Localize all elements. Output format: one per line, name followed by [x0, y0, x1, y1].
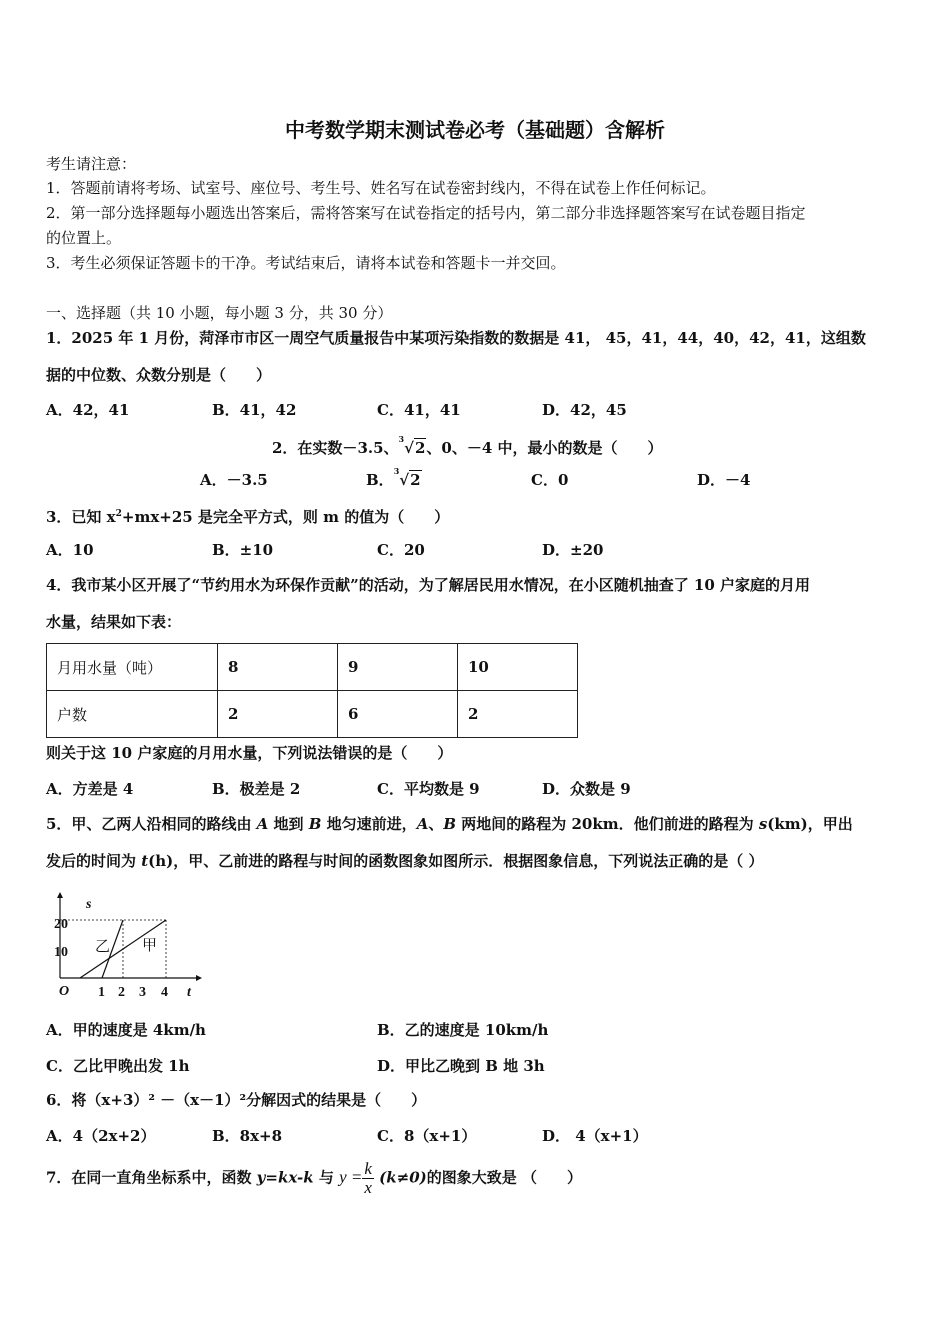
q1-option-c: C．41，41 [377, 401, 461, 419]
q3-option-a: A．10 [46, 541, 94, 559]
x-tick-label: 3 [139, 985, 146, 1000]
x-tick-label: 1 [98, 985, 105, 1000]
series-jia-label: 甲 [142, 938, 158, 954]
q6-option-b: B．8x+8 [212, 1127, 283, 1145]
x-tick-label: 4 [161, 985, 168, 1000]
notice-heading: 考生请注意： [46, 155, 137, 173]
question-4-line1: 4．我市某小区开展了“节约用水为环保作贡献”的活动，为了解居民用水情况，在小区随机抽查了 10 户家庭的月用 [46, 576, 811, 594]
table-cell: 6 [338, 691, 458, 738]
q3-option-d: D．±20 [542, 541, 604, 559]
cube-root: $^3$√2 [398, 434, 426, 457]
table-cell: 2 [218, 691, 338, 738]
table-row [47, 691, 578, 738]
q2-option-c: C．0 [531, 471, 569, 489]
q5-option-a: A．甲的速度是 4km/h [46, 1021, 206, 1039]
y-tick-label: 20 [54, 917, 68, 932]
notice-item: 1．答题前请将考场、试室号、座位号、考生号、姓名写在试卷密封线内，不得在试卷上作任何标记。 [46, 179, 716, 197]
notice-item: 2．第一部分选择题每小题选出答案后，需将答案写在试卷指定的括号内，第二部分非选择题答案写在试卷题目指定 [46, 204, 806, 222]
q5-option-d: D．甲比乙晚到 B 地 3h [377, 1057, 545, 1075]
question-1-line1: 1．2025 年 1 月份，菏泽市市区一周空气质量报告中某项污染指数的数据是 41， 45，41，44，40，42，41，这组数 [46, 329, 866, 347]
question-5-line2: 发后的时间为 t(h)，甲、乙前进的路程与时间的函数图象如图所示．根据图象信息，下列说法正确的是（ ） [46, 852, 764, 870]
fraction-k-over-x: $\frac{k}{x}$ [364, 1159, 372, 1197]
q2-option-d: D．－4 [697, 471, 751, 489]
table-row [47, 644, 578, 691]
q3-option-c: C．20 [377, 541, 425, 559]
question-1-line2: 据的中位数、众数分别是（ ） [46, 366, 272, 384]
page-title: 中考数学期末测试卷必考（基础题）含解析 [285, 118, 665, 142]
q1-option-d: D．42，45 [542, 401, 627, 419]
q1-option-b: B．41，42 [212, 401, 297, 419]
table-cell: 8 [218, 644, 338, 691]
table-cell: 户数 [47, 691, 218, 738]
question-6: 6．将（x+3）² －（x－1）²分解因式的结果是（ ） [46, 1091, 427, 1109]
q2-text-pre: 2．在实数－3.5、 [272, 439, 399, 457]
table-cell: 2 [458, 691, 578, 738]
q2-option-b: B．$^3$√2 [366, 466, 421, 489]
q6-option-c: C．8（x+1） [377, 1127, 477, 1145]
q2-option-a: A．－3.5 [200, 471, 268, 489]
q5-option-b: B．乙的速度是 10km/h [377, 1021, 549, 1039]
question-3: 3．已知 $x^2+mx+25$ 是完全平方式，则 m 的值为（ ） [46, 508, 450, 526]
question-7: 7．在同一直角坐标系中，函数 y=kx-k 与 y = $\frac{k}{x}$ (k≠0)的图象大致是 （ ） [46, 1159, 582, 1197]
table-cell: 月用水量（吨） [47, 644, 218, 691]
y-axis-label: s [86, 897, 92, 912]
q3-option-b: B．±10 [212, 541, 274, 559]
q5-option-c: C．乙比甲晚出发 1h [46, 1057, 190, 1075]
q1-option-a: A．42，41 [46, 401, 130, 419]
q4-option-b: B．极差是 2 [212, 780, 301, 798]
notice-item: 的位置上。 [46, 229, 122, 247]
q6-option-d: D． 4（x+1） [542, 1127, 648, 1145]
x-axis-arrow [196, 975, 202, 981]
q6-option-a: A．4（2x+2） [46, 1127, 156, 1145]
question-4-line2: 水量，结果如下表： [46, 613, 182, 631]
cube-root: $^3$√2 [393, 466, 421, 489]
q2-text-post: 、0、－4 中，最小的数是（ ） [426, 439, 663, 457]
q4-option-a: A．方差是 4 [46, 780, 134, 798]
water-usage-table [46, 643, 578, 738]
question-5-line1: 5．甲、乙两人沿相同的路线由 A 地到 B 地匀速前进，A、B 两地间的路程为 20km．他们前进的路程为 s(km)，甲出 [46, 815, 853, 833]
distance-time-graph [46, 890, 206, 1002]
y-equals: y = [339, 1167, 363, 1187]
series-yi-label: 乙 [95, 939, 111, 955]
q4-option-c: C．平均数是 9 [377, 780, 480, 798]
notice-item: 3．考生必须保证答题卡的干净。考试结束后，请将本试卷和答题卡一并交回。 [46, 254, 566, 272]
y-tick-label: 10 [54, 945, 68, 960]
table-cell: 10 [458, 644, 578, 691]
table-cell: 9 [338, 644, 458, 691]
q4-option-d: D．众数是 9 [542, 780, 631, 798]
section-heading: 一、选择题（共 10 小题，每小题 3 分，共 30 分） [46, 304, 393, 322]
x-tick-label: 2 [118, 985, 125, 1000]
x-axis-label: t [187, 985, 191, 1000]
origin-label: O [59, 984, 70, 999]
question-2 [272, 434, 663, 458]
y-axis-arrow [57, 892, 63, 898]
question-4-after: 则关于这 10 户家庭的月用水量，下列说法错误的是（ ） [46, 744, 453, 762]
